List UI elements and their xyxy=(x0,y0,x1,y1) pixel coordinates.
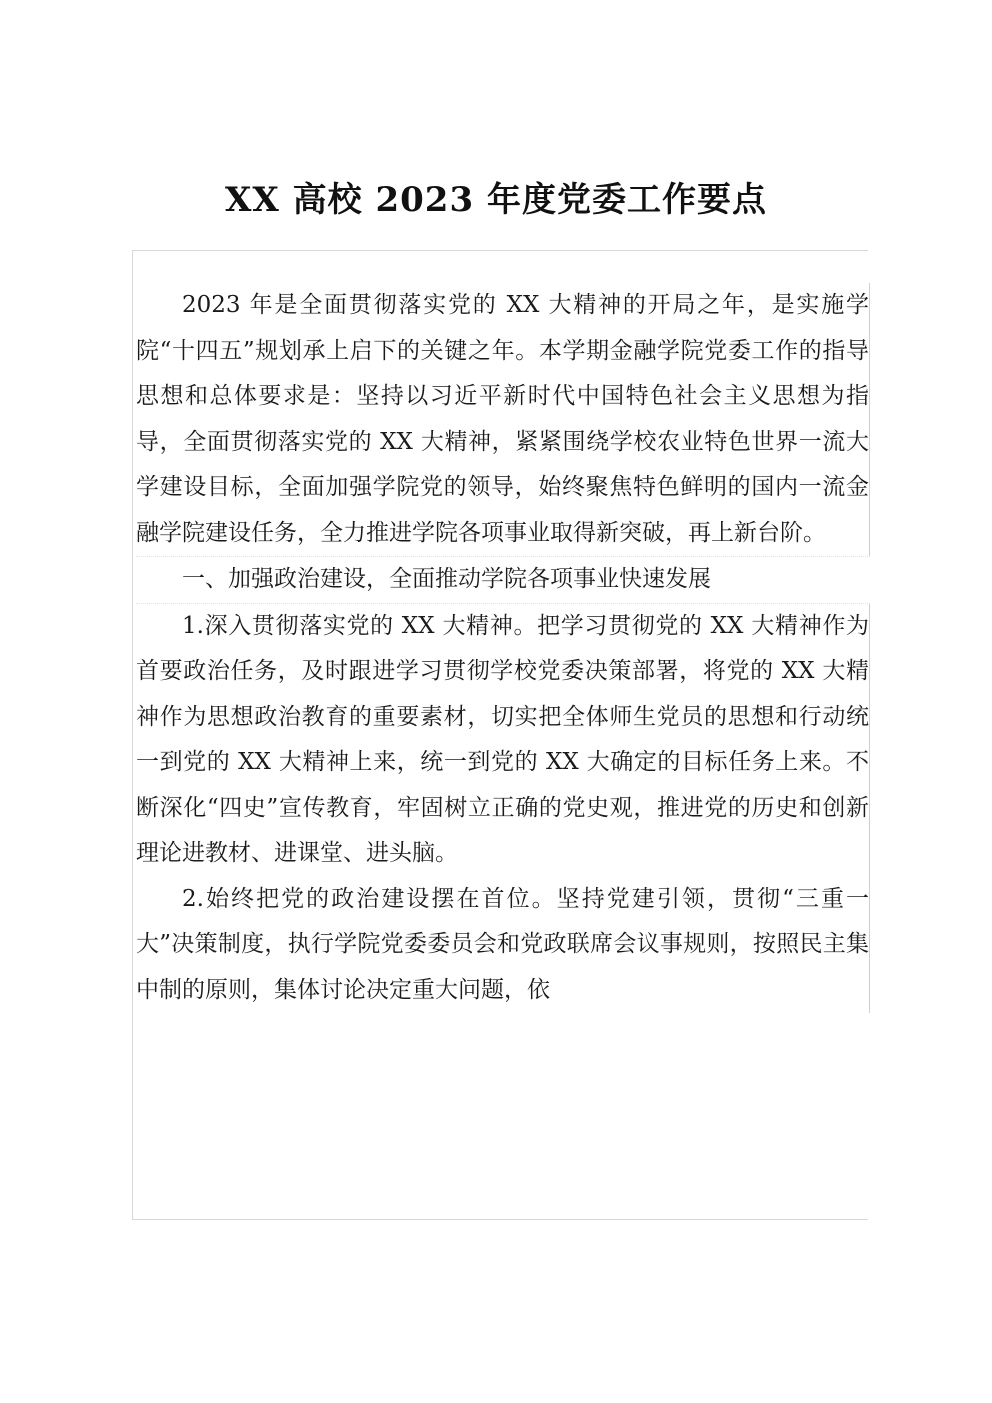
point-1-paragraph: 1.深入贯彻落实党的 XX 大精神。把学习贯彻党的 XX 大精神作为首要政治任务，及时跟进学习贯彻学校党委决策部署，将党的 XX 大精神作为思想政治教育的重要素材，切实把全体师生党员的思想和行动统一到党的 XX 大精神上来，统一到党的 XX 大确定的目标任务上来。不断深化“四史”宣传教育，牢固树立正确的党史观，推进党的历史和创新理论进教材、进课堂、进头脑。 xyxy=(136,604,870,877)
document-title: XX 高校 2023 年度党委工作要点 xyxy=(225,180,767,220)
document-body xyxy=(136,283,870,1013)
intro-paragraph: 2023 年是全面贯彻落实党的 XX 大精神的开局之年，是实施学院“十四五”规划承上启下的关键之年。本学期金融学院党委工作的指导思想和总体要求是：坚持以习近平新时代中国特色社会主义思想为指导，全面贯彻落实党的 XX 大精神，紧紧围绕学校农业特色世界一流大学建设目标，全面加强学院党的领导，始终聚焦特色鲜明的国内一流金融学院建设任务，全力推进学院各项事业取得新突破，再上新台阶。 xyxy=(136,283,870,556)
text-frame-bottom-border xyxy=(132,1219,868,1220)
point-2-paragraph: 2.始终把党的政治建设摆在首位。坚持党建引领，贯彻“三重一大”决策制度，执行学院党委委员会和党政联席会议事规则，按照民主集中制的原则，集体讨论决定重大问题，依 xyxy=(136,877,870,1014)
section-heading-1: 一、加强政治建设，全面推动学院各项事业快速发展 xyxy=(136,556,870,604)
